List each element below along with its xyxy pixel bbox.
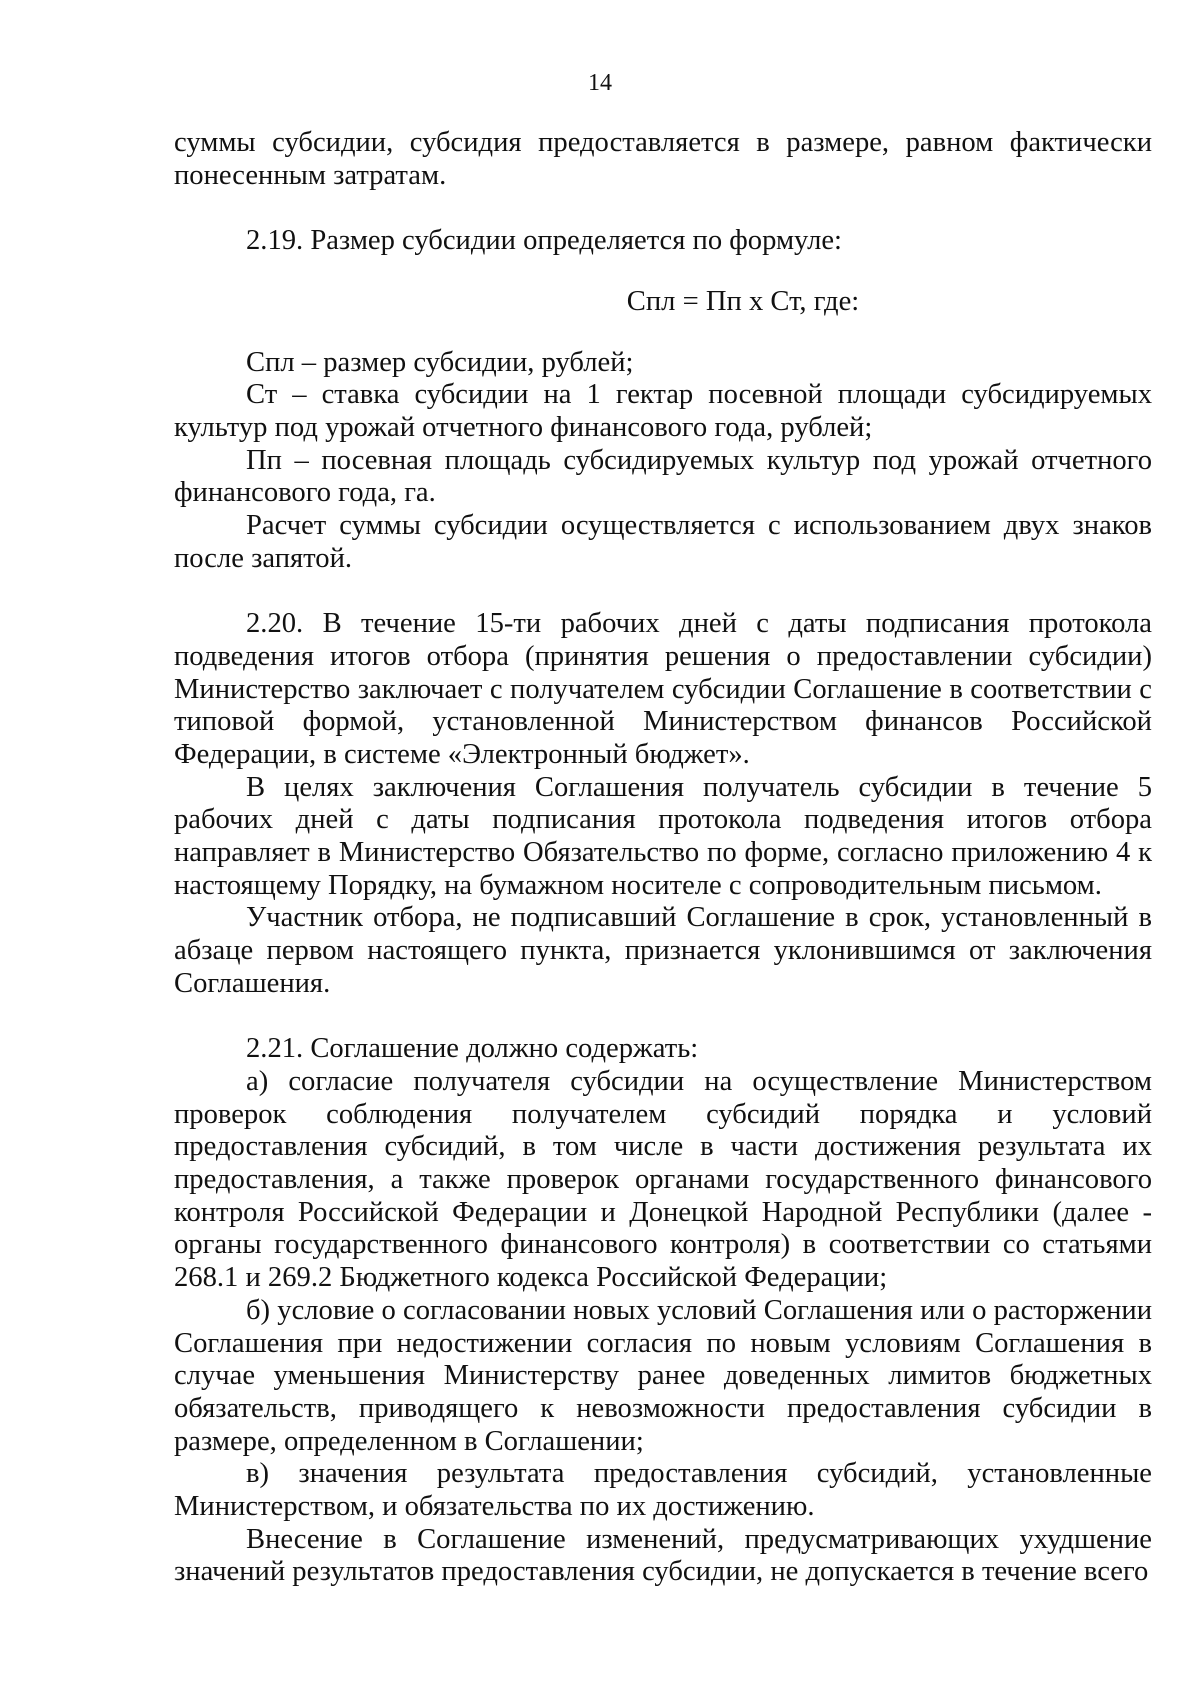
amendment-restriction-paragraph: Внесение в Соглашение изменений, предусматривающих ухудшение значений результатов предоставления субсидии, не допускается в течение всего — [174, 1523, 1152, 1588]
formula-definition-st: Ст – ставка субсидии на 1 гектар посевной площади субсидируемых культур под урожай отчетного финансового года, рублей; — [174, 379, 1152, 443]
clause-item-v: в) значения результата предоставления субсидий, установленные Министерством, и обязательства по их достижению. — [174, 1458, 1152, 1523]
clause-item-b: б) условие о согласовании новых условий Соглашения или о расторжении Соглашения при недостижении согласия по новым условиям Соглашения в случае уменьшения Министерству ранее доведенных лимитов бюджетных обязательств, приводящего к невозможности предоставления субсидии в размере, определенном в Соглашении; — [174, 1294, 1152, 1457]
clause-2-21-heading: 2.21. Соглашение должно содержать: — [246, 1033, 699, 1065]
formula-definition-pp: Пп – посевная площадь субсидируемых культур под урожай отчетного финансового года, га. — [174, 444, 1152, 509]
clause-2-19-heading: 2.19. Размер субсидии определяется по формуле: — [246, 225, 843, 257]
page-number: 14 — [588, 70, 612, 96]
clause-2-20-paragraph: 2.20. В течение 15-ти рабочих дней с даты подписания протокола подведения итогов отбора (принятия решения о предоставлении субсидии) Министерство заключает с получателем субсидии Соглашение в соответствии с типовой формой, установленной Министерством финансов Российской Федерации, в системе «Электронный бюджет». — [174, 608, 1152, 770]
subsidy-formula: Спл = Пп х Ст, где: — [626, 285, 860, 317]
formula-definition-spl: Спл – размер субсидии, рублей; — [246, 346, 634, 378]
evasion-paragraph: Участник отбора, не подписавший Соглашение в срок, установленный в абзаце первом настоящего пункта, признается уклонившимся от заключения Соглашения. — [174, 902, 1152, 999]
document-body — [174, 127, 1152, 1589]
clause-item-a: а) согласие получателя субсидии на осуществление Министерством проверок соблюдения получателем субсидий порядка и условий предоставления субсидий, в том числе в части достижения результата их предоставления, а также проверок органами государственного финансового контроля Российской Федерации и Донецкой Народной Республики (далее - органы государственного финансового контроля) в соответствии со статьями 268.1 и 269.2 Бюджетного кодекса Российской Федерации; — [174, 1065, 1152, 1294]
obligation-submission-paragraph: В целях заключения Соглашения получатель субсидии в течение 5 рабочих дней с даты подписания протокола подведения итогов отбора направляет в Министерство Обязательство по форме, согласно приложению 4 к настоящему Порядку, на бумажном носителе с сопроводительным письмом. — [174, 771, 1152, 901]
calculation-precision-paragraph: Расчет суммы субсидии осуществляется с использованием двух знаков после запятой. — [174, 510, 1152, 574]
paragraph-continuation: суммы субсидии, субсидия предоставляется в размере, равном фактически понесенным затратам. — [174, 127, 1152, 191]
